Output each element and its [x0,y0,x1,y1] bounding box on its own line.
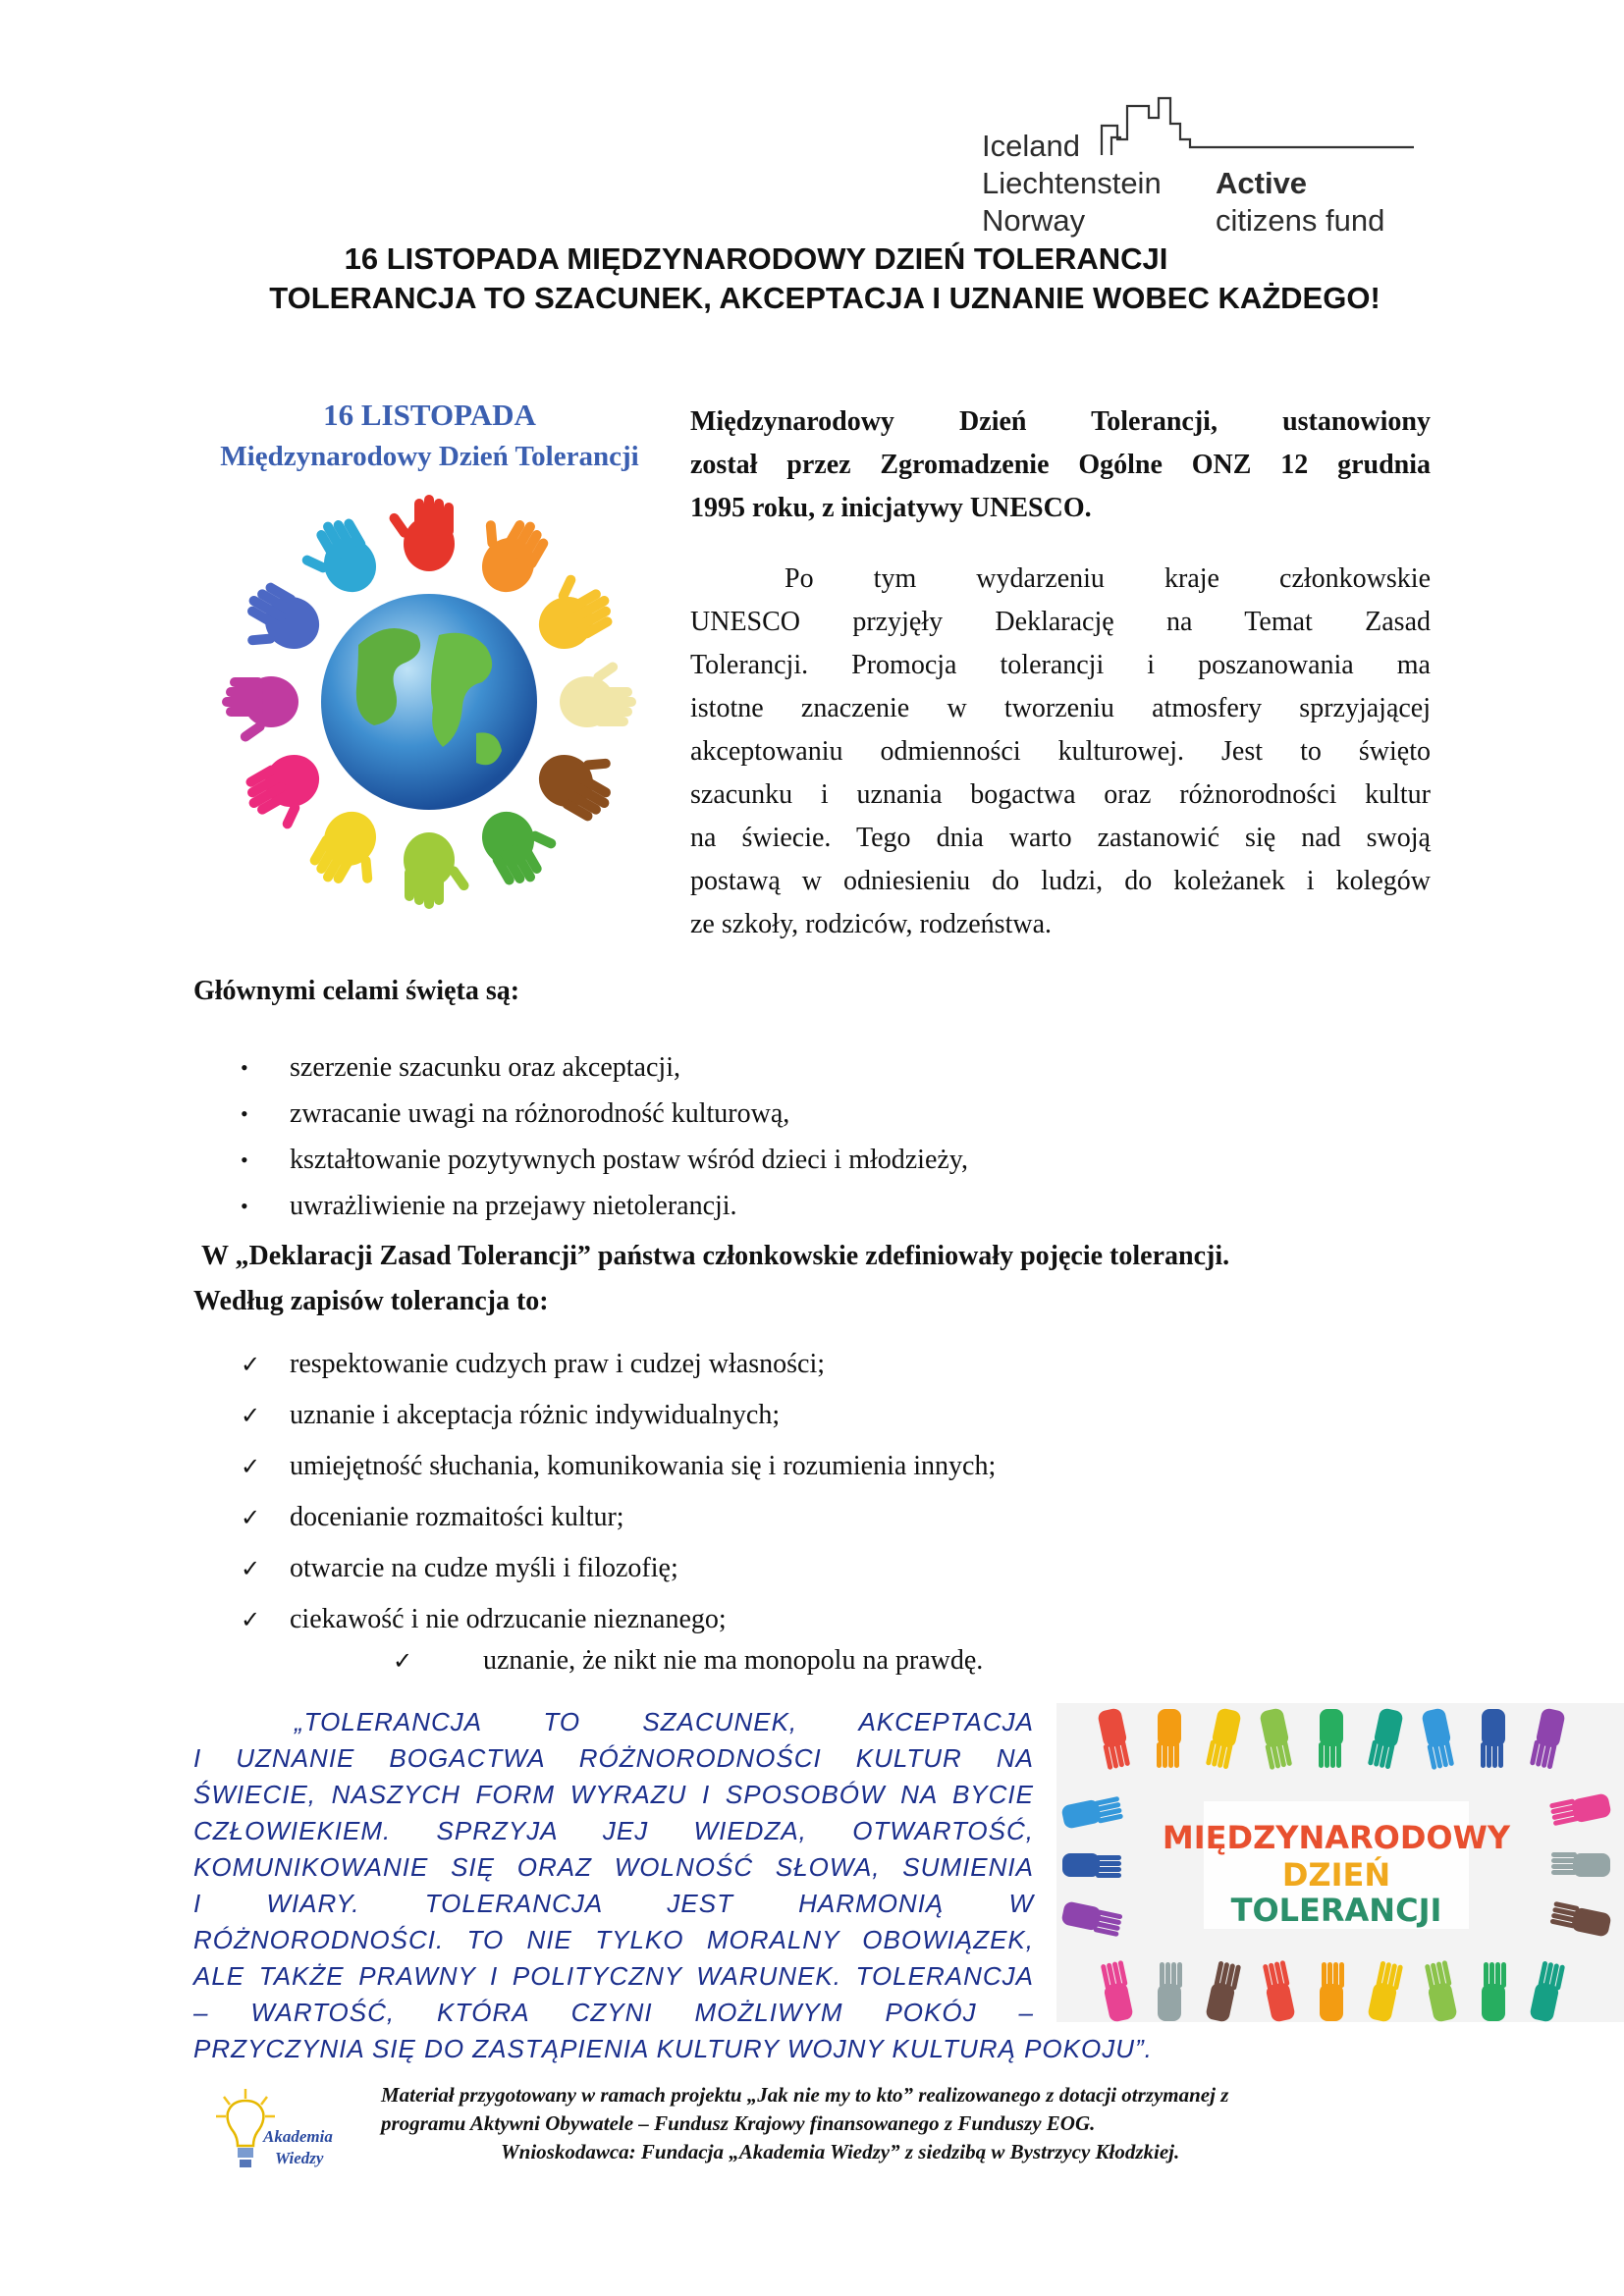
hand-icon [459,502,555,602]
hand-icon [1551,1852,1610,1877]
list-item [241,1594,996,1645]
donor-logo [982,90,1414,247]
hand-icon [521,562,622,659]
body-line: ze szkoły, rodziców, rodzeństwa. [690,909,1053,939]
list-item [241,1183,968,1229]
raised-hands-illustration [1056,1703,1624,2022]
goal-text: kształtowanie pozytywnych postaw wśród dzieci i młodzieży, [290,1145,968,1175]
hand-icon [1481,1709,1505,1768]
skyline-mark-icon [1100,90,1416,159]
footer-line: programu Aktywni Obywatele – Fundusz Krajowy finansowanego z Funduszy EOG. [381,2111,1096,2135]
body-line: Po tym wydarzeniu kraje członkowskie [785,563,1431,594]
unesco-quote [193,1704,1153,2067]
hand-icon [1423,1960,1459,2022]
hand-icon [1099,1960,1135,2022]
bullet-icon: • [241,1148,248,1172]
definition-text: ciekawość i nie odrzucanie nieznanego; [290,1604,727,1634]
hand-icon [1206,1707,1242,1770]
hand-icon [237,745,337,841]
tolerance-definition-list [241,1339,996,1645]
definition-text: docenianie rozmaitości kultur; [290,1502,624,1532]
footer-line: Materiał przygotowany w ramach projektu „Jak nie my to kto” realizowanego z dotacji otrzymanej z [381,2083,1229,2107]
hand-icon [1158,1962,1182,2021]
definition-text: uznanie i akceptacja różnic indywidualnych; [290,1400,781,1430]
donor-country-norway: Norway [982,203,1086,238]
intro-line: 1995 roku, z inicjatywy UNESCO. [690,493,1092,523]
checkmark-icon: ✓ [241,1504,261,1531]
list-item [241,1390,996,1441]
quote-line: I WIARY. TOLERANCJA JEST HARMONIĄ W [193,1889,1034,1918]
banner-title-line3: TOLERANCJI [1230,1892,1442,1929]
banner-title-line1: MIĘDZYNARODOWY [1162,1819,1511,1856]
hand-icon [1060,1794,1123,1831]
hand-icon [1368,1707,1404,1770]
goal-text: zwracanie uwagi na różnorodność kulturową, [290,1098,790,1129]
banner-title-line2: DZIEŃ [1281,1856,1391,1894]
hand-icon [1367,1960,1403,2022]
bullet-icon: • [241,1194,248,1218]
page-subtitle: TOLERANCJA TO SZACUNEK, AKCEPTACJA I UZNANIE WOBEC KAŻDEGO! [269,281,1380,315]
fund-name-line1: Active [1216,166,1308,200]
body-line: postawą w odniesieniu do ludzi, do koleżanek i kolegów [690,866,1431,896]
checkmark-icon: ✓ [241,1351,261,1378]
definition-text: respektowanie cudzych praw i cudzej własności; [290,1349,826,1379]
list-item [241,1441,996,1492]
donor-country-liechtenstein: Liechtenstein [982,166,1162,200]
globe-with-hands-illustration [191,488,668,920]
checkmark-icon: ✓ [393,1647,413,1675]
lightbulb-icon [206,2085,363,2183]
quote-line: – WARTOŚĆ, KTÓRA CZYNI MOŻLIWYM POKÓJ – [193,1998,1034,2027]
declaration-lead: Według zapisów tolerancja to: [193,1286,549,1316]
hand-icon [1205,1960,1241,2022]
checkmark-icon: ✓ [241,1453,261,1480]
hand-icon [1319,1709,1343,1768]
list-item [241,1044,968,1091]
hand-icon [1258,1707,1294,1770]
hand-icon [1157,1709,1181,1768]
list-item [241,1091,968,1137]
tolerance-day-poster [191,398,668,923]
quote-line: „TOLERANCJA TO SZACUNEK, AKCEPTACJA [295,1707,1034,1736]
poster-title-date: 16 LISTOPADA [323,398,536,432]
donor-country-iceland: Iceland [982,129,1080,163]
bullet-icon: • [241,1055,248,1080]
tolerance-day-banner [1056,1703,1624,2022]
declaration-intro: W „Deklaracji Zasad Tolerancji” państwa członkowskie zdefiniowały pojęcie tolerancji. [201,1241,1230,1271]
body-line: akceptowaniu odmienności kulturowej. Jest to święto [690,736,1431,767]
hand-icon [1549,1901,1612,1938]
checkmark-icon: ✓ [241,1606,261,1633]
hand-icon [472,794,568,894]
goal-text: szerzenie szacunku oraz akceptacji, [290,1052,680,1083]
list-item [241,1339,996,1390]
hand-icon [404,832,470,909]
intro-line: Międzynarodowy Dzień Tolerancji, ustanowiony [690,406,1431,437]
hand-icon [1096,1707,1132,1770]
checkmark-icon: ✓ [241,1402,261,1429]
quote-line: ALE TAKŻE PRAWNY I POLITYCZNY WARUNEK. TOLERANCJA [193,1961,1034,1991]
intro-line: został przez Zgromadzenie Ogólne ONZ 12 grudnia [690,450,1431,480]
definition-text: umiejętność słuchania, komunikowania się i rozumienia innych; [290,1451,997,1481]
goal-text: uwrażliwienie na przejawy nietolerancji. [290,1191,737,1221]
globe-icon [321,594,537,810]
page-title: 16 LISTOPADA MIĘDZYNARODOWY DZIEŃ TOLERANCJI [344,241,1168,276]
hand-icon [388,495,455,571]
hand-icon [1549,1791,1612,1828]
quote-line: CZŁOWIEKIEM. SPRZYJA JEJ WIEDZA, OTWARTOŚĆ, [193,1816,1034,1845]
hand-icon [1060,1900,1123,1937]
bullet-icon: • [241,1101,248,1126]
definition-text: uznanie, że nikt nie ma monopolu na prawdę. [483,1645,984,1676]
goals-list [241,1044,968,1229]
quote-line: PRZYCZYNIA SIĘ DO ZASTĄPIENIA KULTURY WOJNY KULTURĄ POKOJU”. [193,2034,1153,2063]
poster-title-name: Międzynarodowy Dzień Tolerancji [220,441,639,472]
hand-icon [1320,1962,1344,2021]
goals-heading: Głównymi celami święta są: [193,976,520,1006]
body-line: na świecie. Tego dnia warto zastanowić się nad swoją [690,823,1431,853]
hand-icon [529,731,629,828]
body-paragraph [690,558,1431,946]
body-line: istotne znaczenie w tworzeniu atmosfery sprzyjającej [690,693,1431,723]
definition-text: otwarcie na cudze myśli i filozofię; [290,1553,678,1583]
intro-paragraph [690,400,1431,530]
hand-icon [303,802,400,902]
list-item [241,1492,996,1543]
hand-icon [222,676,298,743]
quote-line: ŚWIECIE, NASZYCH FORM WYRAZU I SPOSOBÓW NA BYCIE [193,1780,1034,1809]
hand-icon [1482,1962,1506,2021]
hand-icon [290,509,386,610]
list-item [241,1137,968,1183]
body-line: UNESCO przyjęły Deklarację na Temat Zasad [690,607,1431,637]
hand-icon [1530,1707,1566,1770]
footer-funding-note [381,2081,1422,2166]
hand-icon [229,576,329,672]
hand-icon [1529,1960,1565,2022]
hand-icon [1420,1707,1456,1770]
list-item [393,1645,983,1677]
quote-line: KOMUNIKOWANIE SIĘ ORAZ WOLNOŚĆ SŁOWA, SUMIENIA [193,1852,1034,1882]
body-line: Tolerancji. Promocja tolerancji i poszanowania ma [690,650,1431,680]
hand-icon [560,661,636,727]
akademia-wiedzy-logo [206,2085,363,2183]
hand-icon [1261,1960,1297,2022]
quote-line: RÓŻNORODNOŚCI. TO NIE TYLKO MORALNY OBOWIĄZEK, [193,1925,1034,1954]
checkmark-icon: ✓ [241,1555,261,1582]
fund-name-line2: citizens fund [1216,203,1385,238]
list-item [241,1543,996,1594]
footer-line: Wnioskodawca: Fundacja „Akademia Wiedzy” z siedzibą w Bystrzycy Kłodzkiej. [501,2140,1180,2163]
logo-text-line2: Wiedzy [275,2149,324,2167]
quote-line: I UZNANIE BOGACTWA RÓŻNORODNOŚCI KULTUR NA [193,1743,1034,1773]
body-line: szacunku i uznania bogactwa oraz różnorodności kultur [690,779,1431,810]
logo-text-line1: Akademia [263,2127,333,2146]
hand-icon [1062,1853,1121,1878]
